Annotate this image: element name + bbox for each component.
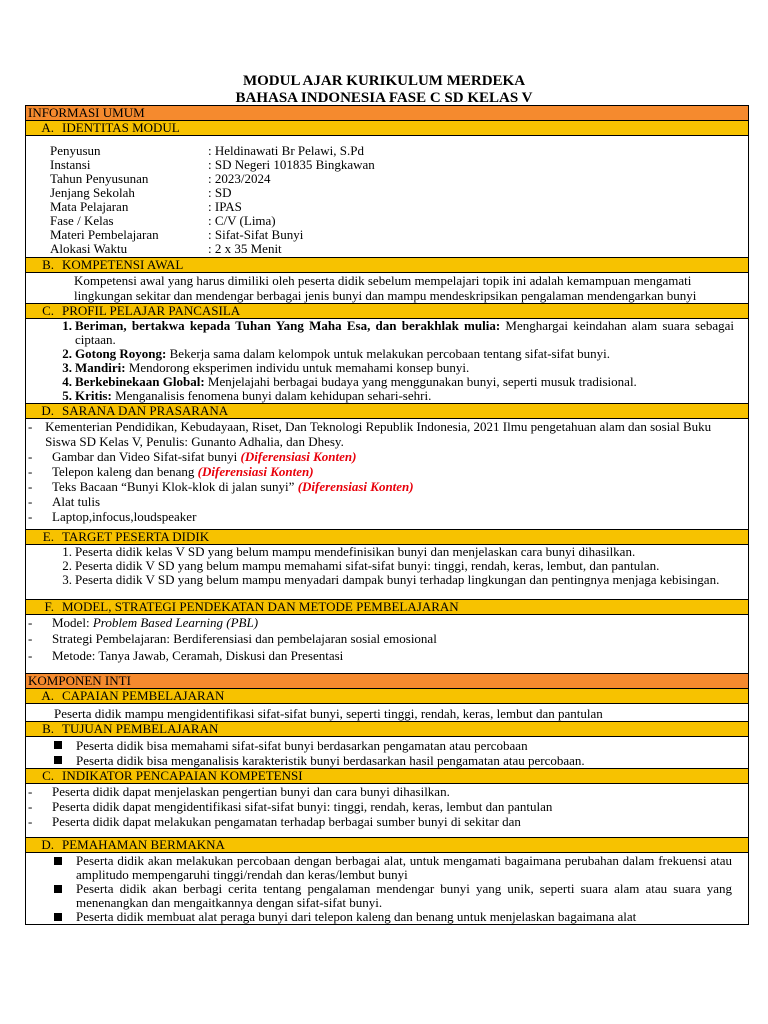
target-content <box>26 545 748 600</box>
pemahaman-item-text: Peserta didik akan melakukan percobaan dengan berbagai alat, untuk mengamati bagaimana perubahan dalam frekuensi atau amplitudo mempengaruhi tinggi/rendah dan keras/lembut bunyi <box>76 853 732 882</box>
profil-item-key: Beriman, bertakwa kepada Tuhan Yang Maha Esa, dan berakhlak mulia: <box>75 318 501 333</box>
heading-number: D. <box>41 403 54 418</box>
profil-item-text: Menghargai keindahan alam suara sebagai ciptaan. <box>75 318 735 347</box>
identity-label: Penyusun <box>50 143 101 158</box>
heading-tujuan-pembelajaran <box>26 722 748 737</box>
sarana-item: - Teks Bacaan “Bunyi Klok-klok di jalan sunyi” (Diferensiasi Konten) <box>28 479 414 494</box>
bullet-square-icon <box>54 885 62 893</box>
heading-number: C. <box>42 768 54 783</box>
heading-label: PEMAHAMAN BERMAKNA <box>62 837 225 852</box>
identity-row <box>26 200 748 214</box>
profil-item <box>26 389 748 403</box>
heading-label: TARGET PESERTA DIDIK <box>62 529 210 544</box>
pemahaman-item-text: Peserta didik akan berbagi cerita tentang pengalaman mendengar bunyi yang unik, seperti suara alam atau suara yang menenangkan dan mengaitkannya dengan sifat-sifat bunyi. <box>76 881 732 910</box>
identity-label: Materi Pembelajaran <box>50 227 159 242</box>
heading-label: SARANA DAN PRASARANA <box>62 403 229 418</box>
target-item <box>26 545 748 559</box>
bullet-square-icon <box>54 741 62 749</box>
tujuan-item <box>26 753 748 768</box>
profil-item <box>26 375 748 389</box>
target-item <box>26 559 748 573</box>
sarana-item: - Kementerian Pendidikan, Kebudayaan, Riset, Dan Teknologi Republik Indonesia, 2021 Ilmu pengetahuan alam dan sosial Buku Siswa SD Kelas V, Penulis: Gunanto Adhalia, dan Dhesy. <box>28 419 712 449</box>
heading-capaian-pembelajaran <box>26 689 748 704</box>
sarana-list <box>26 419 748 524</box>
tujuan-item-text: Peserta didik bisa menganalisis karakteristik bunyi berdasarkan hasil pengamatan atau percobaan. <box>76 753 585 768</box>
heading-pemahaman-bermakna <box>26 838 748 853</box>
metode-item: - Metode: Tanya Jawab, Ceramah, Diskusi dan Presentasi <box>26 647 748 664</box>
bullet-square-icon <box>54 756 62 764</box>
tujuan-item <box>26 738 748 753</box>
identity-row <box>26 186 748 200</box>
bullet-square-icon <box>54 913 62 921</box>
item-number: 3. <box>62 572 72 587</box>
pemahaman-item-text: Peserta didik membuat alat peraga bunyi dari telepon kaleng dan benang untuk menjelaskan bagaimana alat <box>76 910 637 924</box>
tujuan-item-text: Peserta didik bisa memahami sifat-sifat bunyi berdasarkan pengamatan atau percobaan <box>76 738 528 753</box>
profil-item-text: Menjelajahi berbagai budaya yang menggunakan bunyi, seperti musuk tradisional. <box>204 374 637 389</box>
pemahaman-item <box>26 910 748 924</box>
sarana-item: - Alat tulis <box>28 494 101 509</box>
strategi-text: Strategi Pembelajaran: Berdiferensiasi dan pembelajaran sosial emosional <box>52 631 437 646</box>
profil-item-key: Gotong Royong: <box>75 346 167 361</box>
sarana-content <box>26 419 748 530</box>
sarana-item-text: Kementerian Pendidikan, Kebudayaan, Riset, Dan Teknologi Republik Indonesia, 2021 Ilmu pengetahuan alam dan sosial Buku Siswa SD Kelas V, Penulis: Gunanto Adhalia, dan Dhesy. <box>45 419 712 449</box>
identity-value: : C/V (Lima) <box>208 213 276 228</box>
item-number: 2. <box>62 346 72 361</box>
identity-value: : SD Negeri 101835 Bingkawan <box>208 157 375 172</box>
profil-item-text: Mendorong eksperimen individu untuk memahami konsep bunyi. <box>125 360 470 375</box>
title-line-1: MODUL AJAR KURIKULUM MERDEKA <box>242 73 526 89</box>
identity-row <box>26 242 748 256</box>
title-line-2: BAHASA INDONESIA FASE C SD KELAS V <box>235 90 533 106</box>
heading-model-strategi <box>26 600 748 615</box>
section-komponen-inti: KOMPONEN INTI <box>26 674 748 689</box>
profil-item-key: Berkebinekaan Global: <box>75 374 205 389</box>
identity-value: : Heldinawati Br Pelawi, S.Pd <box>208 143 364 158</box>
target-list <box>26 545 748 587</box>
profil-list <box>26 319 748 403</box>
profil-content <box>26 319 748 404</box>
profil-item-key: Mandiri: <box>75 360 126 375</box>
identity-row <box>26 172 748 186</box>
heading-number: A. <box>41 120 54 135</box>
pemahaman-list <box>26 854 748 924</box>
heading-kompetensi-awal <box>26 258 748 273</box>
heading-number: B. <box>42 721 54 736</box>
profil-item <box>26 319 748 347</box>
profil-item-key: Kritis: <box>75 388 112 403</box>
profil-item-text: Bekerja sama dalam kelompok untuk melakukan percobaan tentang sifat-sifat bunyi. <box>166 346 611 361</box>
target-item <box>26 573 748 587</box>
indikator-item: - Peserta didik dapat menjelaskan pengertian bunyi dan cara bunyi dihasilkan. <box>26 784 748 799</box>
heading-number: A. <box>41 688 54 703</box>
pemahaman-content <box>26 853 748 924</box>
heading-indikator <box>26 769 748 784</box>
item-number: 4. <box>62 374 72 389</box>
module-table <box>25 105 749 925</box>
kompetensi-awal-text: Kompetensi awal yang harus dimiliki oleh peserta didik sebelum mempelajari topik ini adalah kemampuan mengamati lingkungan sekitar dan mendengar berbagai jenis bunyi dan mampu mendeskripsikan pengalaman mendengarkan bunyi <box>26 273 748 304</box>
model-list <box>26 615 748 664</box>
pemahaman-item <box>26 854 748 882</box>
identity-label: Mata Pelajaran <box>50 199 129 214</box>
heading-label: IDENTITAS MODUL <box>62 120 180 135</box>
indikator-content <box>26 784 748 838</box>
profil-item <box>26 361 748 375</box>
item-number: 3. <box>62 360 72 375</box>
profil-item-text: Menganalisis fenomena bunyi dalam kehidupan sehari-sehri. <box>111 388 432 403</box>
sarana-item-text: Teks Bacaan “Bunyi Klok-klok di jalan sunyi” <box>52 479 298 494</box>
tujuan-content <box>26 737 748 769</box>
item-number: 1. <box>62 318 72 333</box>
identity-label: Alokasi Waktu <box>50 241 128 256</box>
heading-label: INDIKATOR PENCAPAIAN KOMPETENSI <box>62 768 303 783</box>
differentiation-tag: (Diferensiasi Konten) <box>240 449 357 464</box>
profil-item <box>26 347 748 361</box>
heading-label: MODEL, STRATEGI PENDEKATAN DAN METODE PEMBELAJARAN <box>62 599 459 614</box>
identity-label: Jenjang Sekolah <box>50 185 135 200</box>
heading-number: C. <box>42 303 54 318</box>
heading-number: F. <box>44 599 54 614</box>
heading-label: CAPAIAN PEMBELAJARAN <box>62 688 225 703</box>
heading-label: PROFIL PELAJAR PANCASILA <box>62 303 241 318</box>
heading-target-peserta <box>26 530 748 545</box>
heading-profil-pelajar <box>26 304 748 319</box>
sarana-item-text: Laptop,infocus,loudspeaker <box>52 509 197 524</box>
indikator-item: - Peserta didik dapat mengidentifikasi sifat-sifat bunyi: tinggi, rendah, keras, lembut dan pantulan <box>26 799 748 814</box>
identity-value: : Sifat-Sifat Bunyi <box>208 227 304 242</box>
identity-row <box>26 228 748 242</box>
heading-sarana-prasarana <box>26 404 748 419</box>
identity-label: Instansi <box>50 157 91 172</box>
identity-row <box>26 144 748 158</box>
target-item-text: Peserta didik kelas V SD yang belum mampu mendefinisikan bunyi dan menjelaskan cara bunyi dihasilkan. <box>75 544 636 559</box>
pemahaman-item <box>26 882 748 910</box>
differentiation-tag: (Diferensiasi Konten) <box>297 479 414 494</box>
model-content <box>26 615 748 674</box>
identity-label: Tahun Penyusunan <box>50 171 149 186</box>
identity-value: : IPAS <box>208 199 242 214</box>
identity-value: : 2023/2024 <box>208 171 271 186</box>
identity-value: : SD <box>208 185 232 200</box>
tujuan-list <box>26 738 748 768</box>
identity-value: : 2 x 35 Menit <box>208 241 282 256</box>
item-number: 1. <box>62 544 72 559</box>
item-number: 5. <box>62 388 72 403</box>
document-title <box>0 73 768 107</box>
sarana-item: - Telepon kaleng dan benang (Diferensiasi Konten) <box>28 464 314 479</box>
heading-identitas-modul <box>26 121 748 136</box>
indikator-item: - Peserta didik dapat melakukan pengamatan terhadap berbagai sumber bunyi di sekitar dan <box>26 814 748 829</box>
model-prefix: Model: <box>52 615 93 630</box>
target-item-text: Peserta didik V SD yang belum mampu menyadari dampak bunyi terhadap lingkungan dan pentingnya menjaga kebisingan. <box>75 572 720 587</box>
heading-label: KOMPETENSI AWAL <box>62 257 184 272</box>
identity-row <box>26 158 748 172</box>
identitas-content <box>26 136 748 258</box>
strategi-item: - Strategi Pembelajaran: Berdiferensiasi dan pembelajaran sosial emosional <box>26 630 748 647</box>
sarana-item-text: Alat tulis <box>52 494 101 509</box>
indikator-item-text: Peserta didik dapat melakukan pengamatan terhadap berbagai sumber bunyi di sekitar dan <box>52 814 521 829</box>
sarana-item-text: Telepon kaleng dan benang <box>52 464 198 479</box>
indikator-list <box>26 784 748 829</box>
heading-label: TUJUAN PEMBELAJARAN <box>62 721 219 736</box>
capaian-text: Peserta didik mampu mengidentifikasi sifat-sifat bunyi, seperti tinggi, rendah, keras, lembut dan pantulan <box>26 704 748 722</box>
identity-row <box>26 214 748 228</box>
differentiation-tag: (Diferensiasi Konten) <box>197 464 314 479</box>
sarana-item-text: Gambar dan Video Sifat-sifat bunyi <box>52 449 241 464</box>
metode-text: Metode: Tanya Jawab, Ceramah, Diskusi dan Presentasi <box>52 648 344 663</box>
sarana-item: - Gambar dan Video Sifat-sifat bunyi (Diferensiasi Konten) <box>28 449 357 464</box>
section-informasi-umum: INFORMASI UMUM <box>26 106 748 121</box>
model-item: - Model: Problem Based Learning (PBL) <box>28 615 259 630</box>
heading-number: D. <box>41 837 54 852</box>
heading-number: E. <box>42 529 54 544</box>
bullet-square-icon <box>54 857 62 865</box>
identity-label: Fase / Kelas <box>50 213 114 228</box>
heading-number: B. <box>42 257 54 272</box>
target-item-text: Peserta didik V SD yang belum mampu memahami sifat-sifat bunyi: tinggi, rendah, keras, lembut, dan pantulan. <box>75 558 660 573</box>
indikator-item-text: Peserta didik dapat mengidentifikasi sifat-sifat bunyi: tinggi, rendah, keras, lembut dan pantulan <box>52 799 553 814</box>
sarana-item: - Laptop,infocus,loudspeaker <box>28 509 197 524</box>
model-name: Problem Based Learning (PBL) <box>92 615 259 630</box>
item-number: 2. <box>62 558 72 573</box>
indikator-item-text: Peserta didik dapat menjelaskan pengertian bunyi dan cara bunyi dihasilkan. <box>52 784 450 799</box>
